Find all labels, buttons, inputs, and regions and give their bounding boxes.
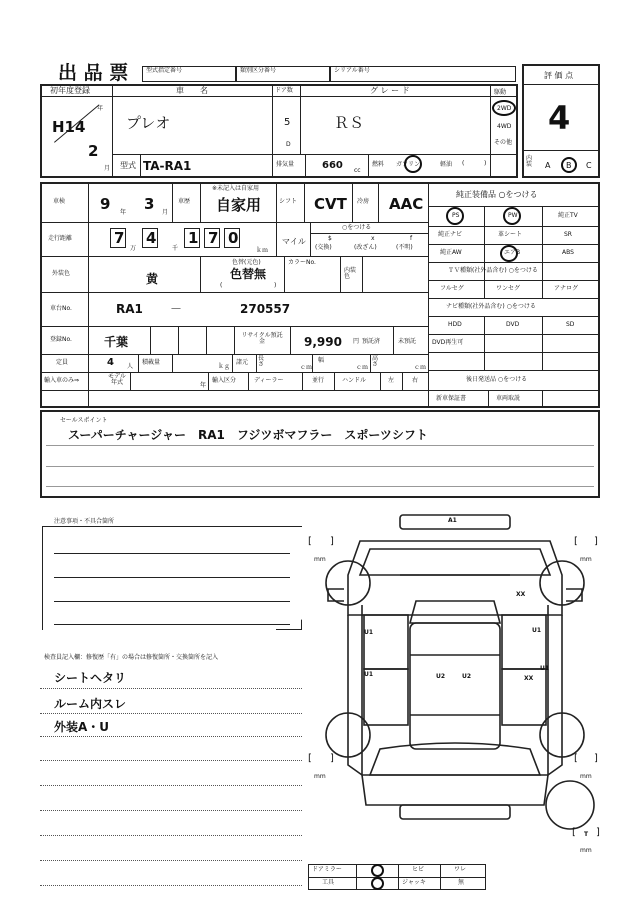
displacement-unit: cc bbox=[354, 167, 361, 174]
displacement-value: 660 bbox=[322, 160, 343, 171]
color-no-label: カラーNo. bbox=[288, 259, 316, 266]
inspection-year: 9 bbox=[100, 195, 111, 213]
model-cert-label: 型式指定番号 bbox=[146, 67, 183, 74]
shift-label: シフト bbox=[279, 198, 298, 205]
recycle-label: リサイクル預託金 bbox=[241, 332, 283, 345]
mileage-opt1-text: (交換) bbox=[315, 244, 332, 251]
inspector-line-1: シートヘタリ bbox=[54, 671, 127, 685]
car-name-value: プレオ bbox=[126, 114, 171, 132]
mileage-unit-sen: 千 bbox=[172, 245, 179, 252]
bracket-rr-close: ] bbox=[594, 753, 598, 764]
history-note: ※未記入は自家用 bbox=[212, 185, 260, 192]
equip-aw: 純正AW bbox=[440, 249, 462, 256]
grade-label: グ レ ー ド bbox=[370, 86, 410, 95]
color-value: 黄 bbox=[146, 272, 159, 286]
doors-label: ドア数 bbox=[275, 87, 293, 94]
bracket-fr-close: ] bbox=[594, 536, 598, 547]
mm-front-right: mm bbox=[580, 556, 592, 563]
chassis-prefix: RA1 bbox=[116, 302, 143, 316]
damage-mark-u2-1: U2 bbox=[436, 673, 446, 680]
navi-hdd: HDD bbox=[448, 321, 462, 328]
color-change-label: 色替(元色) bbox=[232, 259, 261, 266]
fuel-gasoline: ガソリン bbox=[396, 161, 421, 168]
mm-spare: mm bbox=[580, 847, 592, 854]
bracket-rl-open: [ bbox=[308, 753, 312, 764]
doors-value: 5 bbox=[284, 117, 291, 128]
import-class-label: 輸入区分 bbox=[212, 377, 237, 384]
interior-grade-b: B bbox=[566, 161, 572, 170]
rating-label: 評 価 点 bbox=[544, 71, 574, 80]
rating-value: 4 bbox=[548, 99, 571, 137]
load-label: 積載量 bbox=[142, 359, 161, 366]
width-label: 幅 bbox=[318, 357, 325, 364]
form-title: 出 品 票 bbox=[58, 62, 129, 84]
inspection-month: 3 bbox=[144, 195, 155, 213]
equip-ps: PS bbox=[452, 212, 460, 219]
navi-dvd: DVD bbox=[506, 321, 520, 328]
capacity-value: 4 bbox=[107, 357, 114, 368]
inspection-month-unit: 月 bbox=[162, 209, 169, 216]
inspector-line-3: 外装A・U bbox=[54, 720, 110, 734]
drive-4wd: 4WD bbox=[497, 123, 512, 130]
bracket-fr-open: [ bbox=[574, 536, 578, 547]
height-unit: ｃｍ bbox=[414, 364, 427, 371]
drive-2wd: 2WD bbox=[497, 105, 512, 112]
width-unit: ｃｍ bbox=[356, 364, 369, 371]
tv-title: ＴＶ種類(社外品含む) ○をつける bbox=[448, 267, 538, 274]
interior-color-label: 内装色 bbox=[344, 267, 357, 280]
chassis-number: 270557 bbox=[240, 302, 291, 316]
interior-grade-a: A bbox=[545, 161, 551, 170]
mileage-digit-3: 1 bbox=[188, 229, 199, 247]
height-label: 高さ bbox=[372, 355, 379, 368]
aircon-label: 冷房 bbox=[357, 198, 370, 205]
later-warranty: 新車保証書 bbox=[436, 395, 467, 402]
bracket-rr-open: [ bbox=[574, 753, 578, 764]
model-type-label: 型式 bbox=[120, 161, 136, 170]
capacity-unit: 人 bbox=[127, 363, 134, 370]
tv-fullseg: フルセグ bbox=[440, 285, 464, 292]
bracket-fl-open: [ bbox=[308, 536, 312, 547]
mileage-digit-4: 7 bbox=[208, 229, 219, 247]
dvd-label: DVD再生可 bbox=[432, 339, 464, 346]
interior-grade-b-circle bbox=[561, 157, 577, 173]
color-change-value: 色替無 bbox=[230, 267, 267, 281]
handle-right: 右 bbox=[412, 377, 419, 384]
model-year-unit: 年 bbox=[200, 382, 207, 389]
sales-point-text: スーパーチャージャー RA1 フジツボマフラー スポーツシフト bbox=[68, 428, 428, 442]
bracket-fl-close: ] bbox=[330, 536, 334, 547]
mileage-digit-1: 7 bbox=[114, 229, 125, 247]
shift-value: CVT bbox=[314, 195, 347, 213]
damage-mark-xx-2: XX bbox=[524, 675, 534, 682]
spare-wheel bbox=[546, 781, 594, 829]
import-dealer: ディーラー bbox=[254, 377, 284, 384]
acc-crack: ヒビ bbox=[412, 866, 425, 873]
first-reg-month-unit: 月 bbox=[104, 165, 111, 172]
mileage-digit-5: 0 bbox=[228, 229, 239, 247]
chassis-label: 車台No. bbox=[50, 305, 72, 312]
equip-sr: SR bbox=[564, 231, 572, 238]
mileage-opt1: $ bbox=[328, 235, 332, 242]
mm-rear-left: mm bbox=[314, 773, 326, 780]
mm-front-left: mm bbox=[314, 556, 326, 563]
damage-mark-u1-1: U1 bbox=[364, 629, 374, 636]
handle-left: 左 bbox=[388, 377, 395, 384]
mileage-label: 走行距離 bbox=[48, 235, 73, 242]
recycle-status1: 預託済 bbox=[362, 338, 381, 345]
equip-leather: 革シート bbox=[498, 231, 523, 238]
acc-none: 無 bbox=[458, 879, 465, 886]
color-label: 外装色 bbox=[52, 270, 71, 277]
later-manual: 車両取説 bbox=[496, 395, 521, 402]
acc-door-mirror: ドアミラー bbox=[312, 866, 342, 873]
navi-sd: SD bbox=[566, 321, 575, 328]
length-unit: ｃｍ bbox=[300, 364, 313, 371]
registration-value: 千葉 bbox=[104, 335, 129, 349]
chassis-dash: － bbox=[170, 302, 183, 316]
mile-label: マイル bbox=[282, 237, 306, 246]
registration-label: 登録No. bbox=[50, 336, 72, 343]
mileage-unit-km: ｋｍ bbox=[256, 247, 269, 254]
aircon-value: AAC bbox=[389, 195, 424, 213]
notes-bracket bbox=[42, 526, 302, 630]
navi-title: ナビ種類(社外品含む) ○をつける bbox=[446, 303, 536, 310]
drive-2wd-circle bbox=[492, 100, 516, 116]
recycle-unit: 円 bbox=[353, 338, 360, 345]
handle-label: ハンドル bbox=[342, 377, 367, 384]
length-label: 長さ bbox=[258, 355, 265, 368]
grade-value: ＲＳ bbox=[334, 114, 365, 132]
mileage-unit-man: 万 bbox=[130, 245, 137, 252]
doors-suffix: D bbox=[286, 141, 291, 148]
drive-label: 駆動 bbox=[494, 89, 507, 96]
acc-break: ワレ bbox=[454, 866, 467, 873]
recycle-status2: 未預託 bbox=[398, 338, 417, 345]
color-paren-open: ( bbox=[220, 282, 223, 289]
import-label: 輸入車のみ⇒ bbox=[44, 377, 80, 384]
mileage-opt3-text: (不明) bbox=[396, 244, 413, 251]
inspection-label: 車検 bbox=[53, 198, 66, 205]
equip-pw: PW bbox=[508, 212, 518, 219]
sales-point-box bbox=[40, 410, 600, 498]
model-year-label: モデル年式 bbox=[108, 373, 126, 386]
history-value: 自家用 bbox=[216, 196, 262, 214]
equip-pw-circle bbox=[503, 207, 521, 225]
fuel-paren-close: ) bbox=[484, 160, 487, 167]
mileage-opt3: f bbox=[410, 235, 413, 242]
sales-point-label: セールスポイント bbox=[60, 417, 108, 424]
acc-jack: ジャッキ bbox=[402, 879, 426, 886]
import-parallel: 並行 bbox=[312, 377, 325, 384]
equip-airbag-circle bbox=[500, 245, 521, 262]
equip-airbag: エアB bbox=[504, 249, 521, 256]
first-reg-label: 初年度登録 bbox=[50, 86, 90, 95]
mileage-digit-2: 4 bbox=[146, 229, 157, 247]
equip-ps-circle bbox=[446, 207, 464, 225]
equip-abs: ABS bbox=[562, 249, 574, 256]
mileage-note: ○をつける bbox=[342, 224, 372, 231]
load-unit: ｋｇ bbox=[218, 363, 231, 370]
bracket-rl-close: ] bbox=[330, 753, 334, 764]
fuel-label: 燃料 bbox=[372, 161, 385, 168]
car-name-label: 車 名 bbox=[176, 86, 208, 95]
capacity-label: 定員 bbox=[56, 359, 69, 366]
mm-rear-right: mm bbox=[580, 773, 592, 780]
dims-label: 諸元 bbox=[236, 359, 249, 366]
acc-tools: 工具 bbox=[322, 879, 335, 886]
first-reg-year: H14 bbox=[52, 118, 86, 136]
color-paren-close: ) bbox=[274, 282, 277, 289]
mileage-opt2-text: (改ざん) bbox=[354, 244, 377, 251]
drive-other: その他 bbox=[494, 139, 513, 146]
serial-label: シリアル番号 bbox=[334, 67, 370, 74]
bracket-t-open: [ bbox=[572, 827, 576, 838]
damage-mark-xx-1: XX bbox=[516, 591, 526, 598]
equipment-title: 純正装備品 ○をつける bbox=[456, 190, 538, 199]
inspector-label: 検査員記入欄：修復歴「有」の場合は修復箇所・交換箇所を記入 bbox=[44, 654, 219, 661]
interior-label: 内装 bbox=[526, 155, 533, 168]
acc-tools-circle bbox=[371, 877, 384, 890]
equip-navi: 純正ナビ bbox=[438, 231, 463, 238]
history-label: 車歴 bbox=[178, 198, 191, 205]
acc-door-mirror-circle bbox=[371, 864, 384, 877]
equip-tv: 純正TV bbox=[558, 212, 578, 219]
damage-mark-u1-2: U1 bbox=[532, 627, 542, 634]
first-reg-month: 2 bbox=[88, 142, 99, 160]
inspection-year-unit: 年 bbox=[120, 209, 127, 216]
displacement-label: 排気量 bbox=[276, 161, 295, 168]
tv-analog: アナログ bbox=[554, 285, 579, 292]
t-mark: T bbox=[584, 831, 589, 838]
car-damage-diagram bbox=[300, 505, 610, 870]
recycle-value: 9,990 bbox=[304, 335, 342, 349]
damage-mark-u1-3: U1 bbox=[364, 671, 374, 678]
bracket-t-close: ] bbox=[596, 827, 600, 838]
inspector-line-2: ルーム内スレ bbox=[54, 697, 127, 711]
tv-oneseg: ワンセグ bbox=[496, 285, 521, 292]
fuel-gasoline-circle bbox=[404, 155, 422, 173]
class-label: 類別区分番号 bbox=[240, 67, 277, 74]
interior-grade-c: C bbox=[586, 161, 592, 170]
damage-mark-u2-2: U2 bbox=[462, 673, 472, 680]
fuel-light-oil: 軽油 bbox=[440, 161, 453, 168]
damage-mark-u1-4: U1 bbox=[540, 665, 550, 672]
model-type-value: TA-RA1 bbox=[143, 159, 192, 173]
damage-mark-a1: A1 bbox=[448, 517, 457, 524]
later-title: 後日発送品 ○をつける bbox=[466, 376, 528, 383]
fuel-paren-open: ( bbox=[462, 160, 465, 167]
notes-label: 注意事項・不具合箇所 bbox=[54, 518, 115, 525]
mileage-opt2: x bbox=[371, 235, 375, 242]
first-reg-year-unit: 年 bbox=[97, 105, 104, 112]
